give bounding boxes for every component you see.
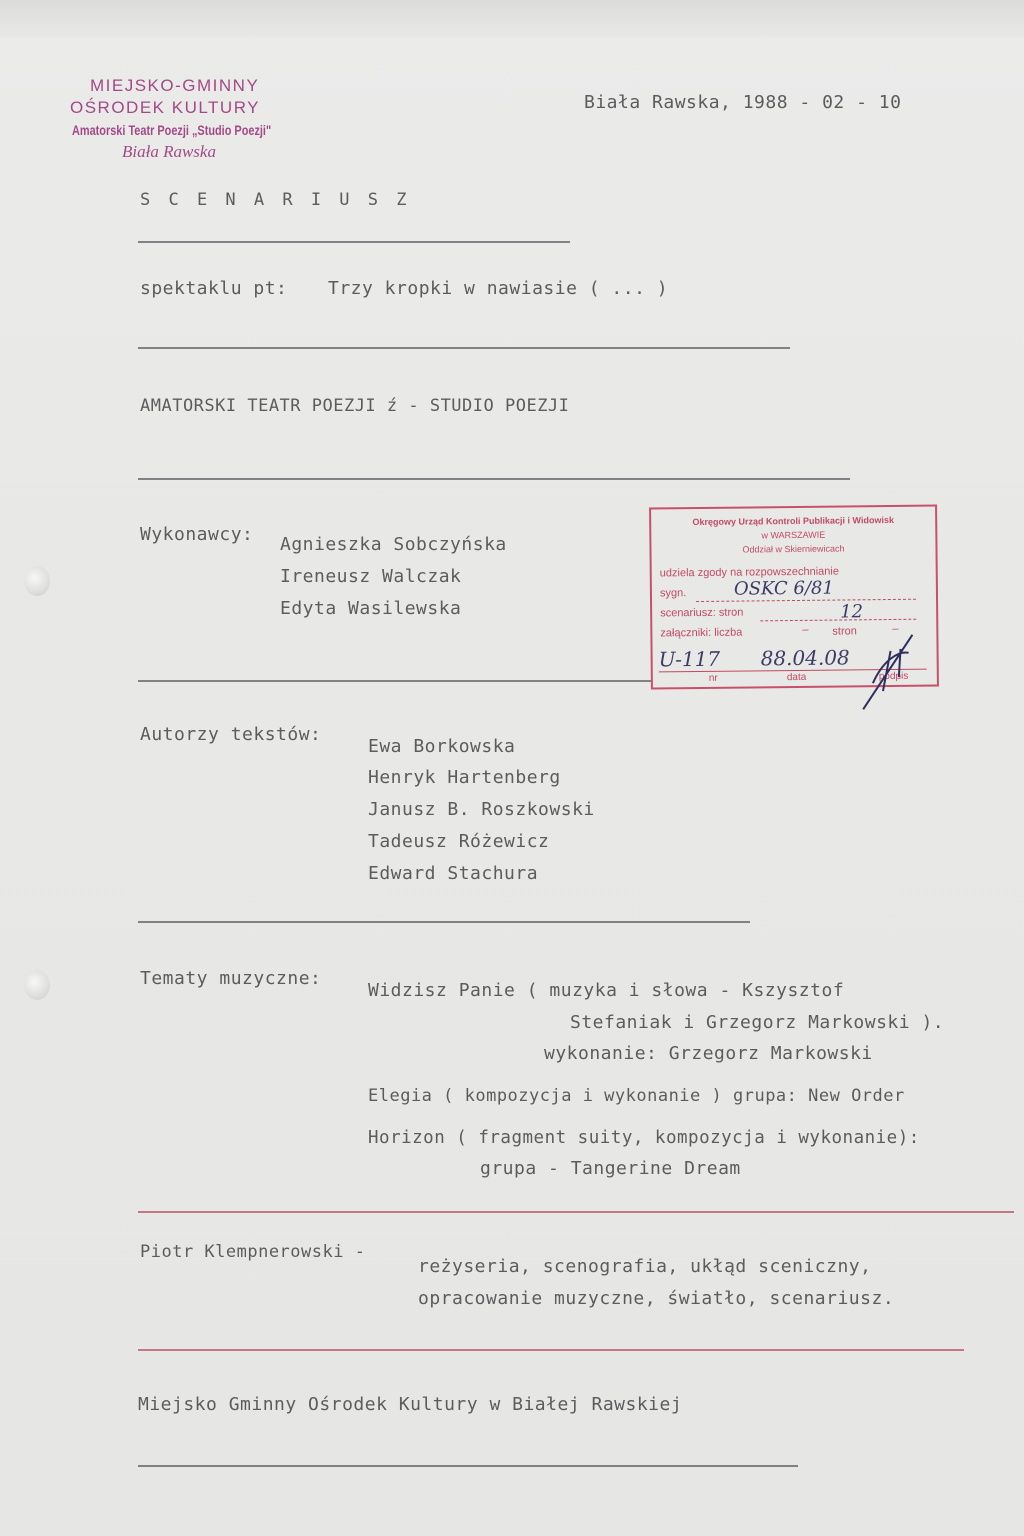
author: Edward Stachura: [368, 863, 539, 884]
stamp-handwritten-number: U-117: [658, 646, 721, 672]
stamp-line-2: OŚRODEK KULTURY: [70, 98, 261, 117]
rule-2: [138, 347, 790, 349]
stamp-row-2-value: OSKC 6/81: [733, 577, 834, 600]
author: Henryk Hartenberg: [368, 767, 561, 788]
music-label: Tematy muzyczne:: [140, 968, 322, 989]
stamp-row-2-label: sygn.: [659, 587, 687, 600]
stamp-row-3-value: 12: [840, 601, 864, 623]
stamp-line-3: Amatorski Teatr Poezji „Studio Poezji": [72, 122, 272, 138]
performer: Ireneusz Walczak: [280, 566, 462, 587]
spectacle-title: Trzy kropki w nawiasie ( ... ): [328, 278, 669, 299]
performer: Agnieszka Sobczyńska: [280, 534, 507, 555]
stamp-line-1: MIEJSKO-GMINNY: [90, 76, 260, 95]
stamp-row-4-label-2: stron: [832, 625, 857, 638]
stamp-row-4-value-2: –: [892, 622, 899, 635]
stamp-line-4: Biała Rawska: [122, 142, 216, 161]
stamp-row-3-line: [760, 619, 916, 622]
director-name: Piotr Klempnerowski -: [140, 1242, 366, 1262]
rule-5: [138, 921, 750, 923]
stamp-caption-signature: podpis: [878, 670, 909, 683]
stamp-caption-date: data: [786, 671, 807, 684]
punch-hole-lower: [24, 970, 50, 1000]
rule-6: [138, 1211, 1014, 1213]
rule-8: [138, 1465, 798, 1467]
director-roles-line-1: reżyseria, scenografia, ukłąd sceniczny,: [418, 1256, 872, 1277]
rule-1: [138, 241, 570, 243]
music-1-line-1: Widzisz Panie ( muzyka i słowa - Kszysztof: [368, 980, 845, 1001]
stamp-row-4-label: załączniki: liczba: [660, 626, 743, 640]
stamp-header-3: Oddział w Skierniewicach: [742, 543, 845, 555]
music-3-line-2: grupa - Tangerine Dream: [480, 1158, 741, 1179]
footer-organization: Miejsko Gminny Ośrodek Kultury w Białej Rawskiej: [138, 1394, 683, 1415]
censorship-approval-stamp: [649, 504, 939, 689]
signature-scribble: [842, 631, 923, 712]
stamp-header-1: Okręgowy Urząd Kontroli Publikacji i Widowisk: [692, 514, 894, 528]
author: Tadeusz Różewicz: [368, 831, 550, 852]
spectacle-label: spektaklu pt:: [140, 278, 288, 299]
stamp-handwritten-date: 88.04.08: [760, 645, 850, 671]
music-3-line-1: Horizon ( fragment suity, kompozycja i wykonanie):: [368, 1128, 920, 1148]
rule-7: [138, 1349, 964, 1351]
rule-3: [138, 478, 850, 480]
authors-label: Autorzy tekstów:: [140, 724, 322, 745]
music-2: Elegia ( kompozycja i wykonanie ) grupa: New Order: [368, 1086, 905, 1106]
place-date: Biała Rawska, 1988 - 02 - 10: [584, 92, 902, 113]
stamp-row-1: udziela zgody na rozpowszechnianie: [659, 565, 839, 580]
stamp-row-4-mid: –: [802, 623, 809, 636]
punch-hole-upper: [24, 566, 50, 596]
stamp-row-3-label: scenariusz: stron: [660, 606, 744, 620]
stamp-header-2: w WARSZAWIE: [761, 529, 826, 541]
performer: Edyta Wasilewska: [280, 598, 462, 619]
music-1-line-3: wykonanie: Grzegorz Markowski: [544, 1043, 873, 1064]
stamp-caption-number: nr: [708, 672, 718, 684]
performers-label: Wykonawcy:: [140, 524, 254, 545]
author: Janusz B. Roszkowski: [368, 799, 595, 820]
music-1-line-2: Stefaniak i Grzegorz Markowski ).: [570, 1012, 945, 1033]
rule-4: [138, 680, 652, 682]
page-top-edge: [0, 0, 1024, 38]
stamp-row-2-line: [696, 599, 916, 602]
theatre-name: AMATORSKI TEATR POEZJI ź - STUDIO POEZJI: [140, 396, 570, 416]
document-title: S C E N A R I U S Z: [140, 190, 411, 210]
director-roles-line-2: opracowanie muzyczne, światło, scenariusz.: [418, 1288, 895, 1309]
author: Ewa Borkowska: [368, 736, 516, 757]
